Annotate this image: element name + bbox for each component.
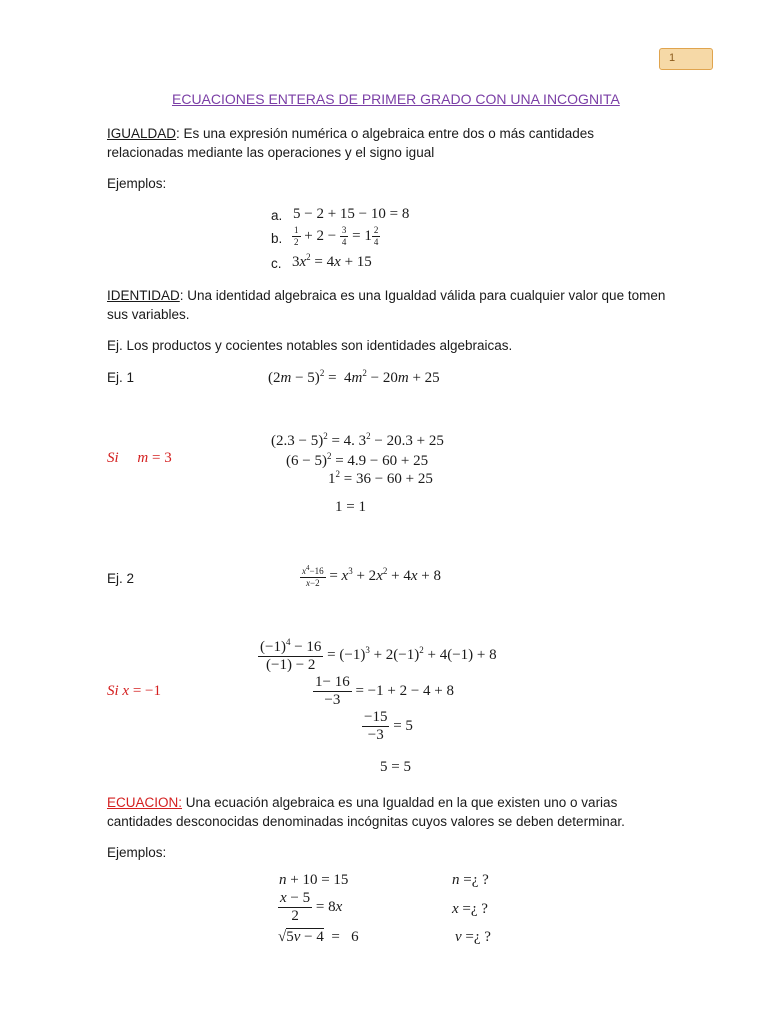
page-number: 1	[669, 52, 676, 64]
ej2-step1: $\frac{(-1)^4 - 16}{(-1) - 2}$ = $(-1)^3 + 2(-1)^2 + 4(-1) + 8$	[260, 637, 497, 673]
ejemplos2-label: Ejemplos:	[107, 845, 167, 860]
identidad-text: : Una identidad algebraica es una Igualdad válida para cualquier valor que tomen sus variables.	[107, 288, 666, 322]
ecuacion-definition	[107, 793, 667, 831]
ej1-step1: $(2.3 - 5)^2 = 4$. $3^2 - 20.3 + 25$	[271, 431, 444, 449]
igualdad-text: : Es una expresión numérica o algebraica entre dos o más cantidades relacionadas mediante las operaciones y el signo igual	[107, 126, 595, 160]
igualdad-definition	[107, 124, 667, 162]
ecuacion-term: ECUACION:	[107, 795, 183, 810]
ej1-label: Ej. 1	[107, 370, 135, 385]
ej2-condition: Si x = −1	[107, 683, 161, 699]
igualdad-term: IGUALDAD	[107, 126, 177, 141]
ej1-step4: 1 = 1	[335, 499, 366, 515]
eq-example-3: √5v − 4 = 6	[278, 929, 359, 945]
ej2-step2: $\frac{1- 16}{-3}$ = −1 + 2 − 4 + 8	[315, 674, 455, 708]
example-b-expr: $\frac{1}{2}$ + 2 − $\frac{3}{4}$ = 1 $\frac{2}{4}$	[294, 225, 379, 247]
ej1-identity: $(2m - 5)^2 = 4m^2 - 20m + 25$	[268, 368, 440, 386]
ej-note: Ej. Los productos y cocientes notables son identidades algebraicas.	[107, 338, 513, 353]
ej1-condition: Si m = 3	[107, 450, 172, 466]
identidad-definition	[107, 286, 667, 324]
eq-unknown-1: n =¿ ?	[452, 872, 489, 888]
example-b-label: b.	[271, 231, 283, 246]
eq-example-2: $\frac{x - 5}{2}$ = 8x	[280, 890, 343, 924]
example-c-label: c.	[271, 256, 282, 271]
ej1-si-label: Si	[107, 450, 119, 466]
ej2-identity: $\frac{x^4-16}{x-2}$ = $x^3 + 2x^2 + 4x + 8$	[302, 564, 441, 588]
eq-unknown-3: v =¿ ?	[455, 929, 491, 945]
eq-example-1: n + 10 = 15	[279, 872, 349, 888]
identidad-term: IDENTIDAD	[107, 288, 180, 303]
example-c-expr: $3x^2 = 4x + 15$	[292, 252, 372, 270]
example-a-expr: 5 − 2 + 15 − 10 = 8	[293, 206, 410, 222]
page-number-badge	[659, 48, 713, 70]
ej2-step4: 5 = 5	[380, 759, 411, 775]
ecuacion-text: Una ecuación algebraica es una Igualdad en la que existen uno o varias cantidades desconocidas denominadas incógnitas cuyos valores se deben determinar.	[107, 795, 625, 829]
page-title: ECUACIONES ENTERAS DE PRIMER GRADO CON UNA INCOGNITA	[172, 91, 620, 107]
ej2-label: Ej. 2	[107, 571, 135, 586]
eq-unknown-2: x =¿ ?	[452, 901, 488, 917]
ej2-step3: $\frac{-15}{-3}$ = 5	[364, 709, 413, 743]
ejemplos-label: Ejemplos:	[107, 176, 167, 191]
ej1-step2: $(6 - 5)^2 = 4.9 - 60 + 25$	[286, 451, 429, 469]
example-a-label: a.	[271, 208, 283, 223]
ej1-step3: $1^2 = 36 - 60 + 25$	[328, 469, 433, 487]
